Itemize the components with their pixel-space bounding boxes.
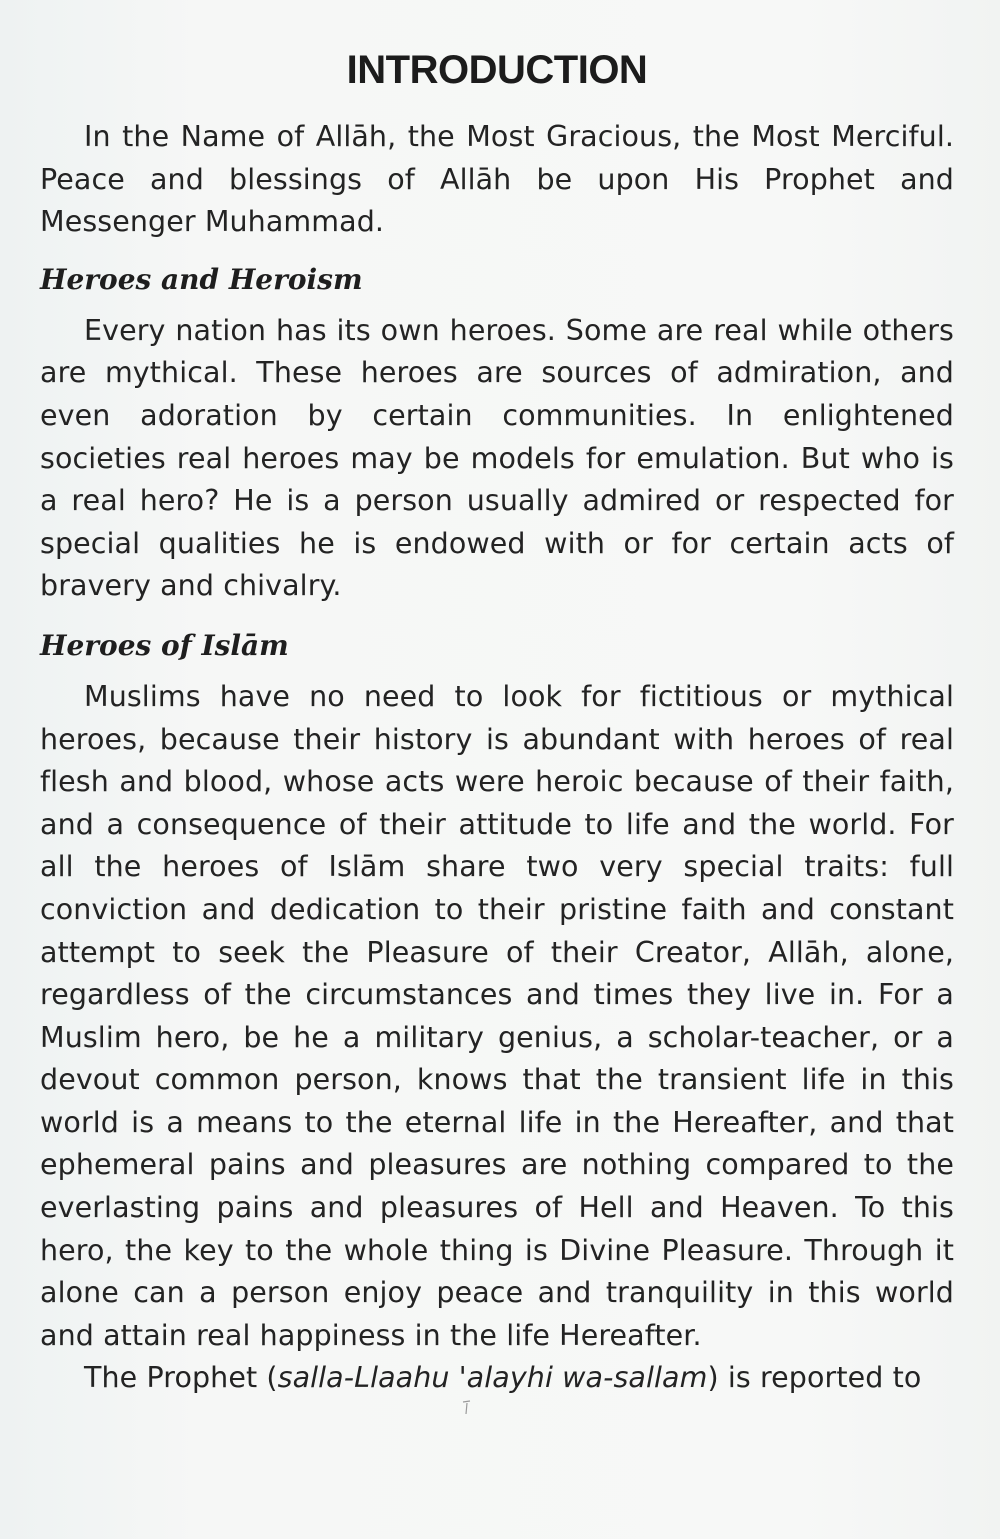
section-heading-heroes-and-heroism: Heroes and Heroism bbox=[40, 262, 363, 296]
page-title: INTRODUCTION bbox=[346, 48, 648, 92]
section-paragraph-heroes-and-heroism: Every nation has its own heroes. Some are real while others are mythical. These heroes are sources of admiration, and even adoration by certain communities. In enlightened societies real heroes may be models for emulation. But who is a real hero? He is a person usually admired or respected for special qualities he is endowed with or for certain acts of bravery and chivalry. bbox=[40, 313, 954, 603]
closing-text-after: ) is reported to bbox=[707, 1361, 922, 1395]
section-paragraph-heroes-of-islam: Muslims have no need to look for fictitious or mythical heroes, because their history is abundant with heroes of real flesh and blood, whose acts were heroic because of their faith, and a consequence of their attitude to life and the world. For all the heroes of Islām share two very special traits: full conviction and dedication to their pristine faith and constant attempt to seek the Pleasure of their Creator, Allāh, alone, regardless of the circumstances and times they live in. For a Muslim hero, be he a military genius, a scholar-teacher, or a devout common person, knows that the transient life in this world is a means to the eternal life in the Hereafter, and that ephemeral pains and pleasures are nothing compared to the everlasting pains and pleasures of Hell and Heaven. To this hero, the key to the whole thing is Divine Pleasure. Through it alone can a person enjoy peace and tranquility in this world and attain real happiness in the life Hereafter. bbox=[40, 679, 954, 1352]
closing-text-italic: salla-Llaahu 'alayhi wa-sallam bbox=[277, 1361, 708, 1395]
section-heading-heroes-of-islam: Heroes of Islām bbox=[40, 628, 289, 662]
closing-paragraph bbox=[40, 1357, 954, 1400]
intro-paragraph: In the Name of Allāh, the Most Gracious, the Most Merciful. Peace and blessings of Allāh be upon His Prophet and Messenger Muhammad. bbox=[40, 120, 954, 239]
pen-mark bbox=[462, 1400, 472, 1418]
closing-text-before: The Prophet ( bbox=[84, 1361, 278, 1395]
